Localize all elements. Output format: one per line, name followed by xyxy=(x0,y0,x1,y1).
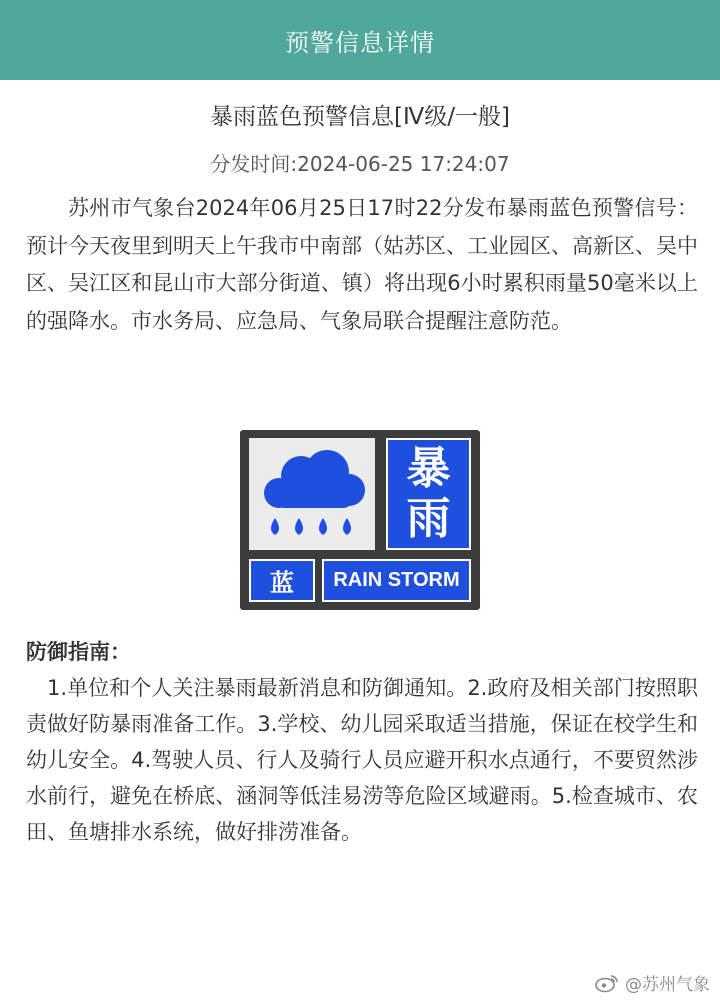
signal-color-label xyxy=(249,559,315,602)
warning-title: 暴雨蓝色预警信息[Ⅳ级/一般] xyxy=(210,104,510,130)
rain-cloud-icon xyxy=(249,438,375,550)
header-bar xyxy=(0,0,720,80)
signal-char-bottom: 雨 xyxy=(406,493,451,544)
issue-time: 分发时间:2024-06-25 17:24:07 xyxy=(210,152,510,176)
warning-body: 苏州市气象台2024年06月25日17时22分发布暴雨蓝色预警信号：预计今天夜里到明天上午我市中南部（姑苏区、工业园区、高新区、吴中区、吴江区和昆山市大部分街道、镇）将出现6小时累积雨量50毫米以上的强降水。市水务局、应急局、气象局联合提醒注意防范。 xyxy=(26,196,698,333)
guide-text: 1.单位和个人关注暴雨最新消息和防御通知。2.政府及相关部门按照职责做好防暴雨准备工作。3.学校、幼儿园采取适当措施，保证在校学生和幼儿安全。4.驾驶人员、行人及骑行人员应避开积水点通行，不要贸然涉水前行，避免在桥底、涵洞等低洼易涝等危险区域避雨。5.检查城市、农田、鱼塘排水系统，做好排涝准备。 xyxy=(26,676,698,844)
watermark xyxy=(595,970,710,995)
signal-english-label xyxy=(322,559,471,602)
watermark-text: @苏州气象 xyxy=(625,975,710,995)
guide-title: 防御指南： xyxy=(26,640,131,664)
signal-type-label xyxy=(386,438,471,550)
weibo-icon xyxy=(595,973,619,993)
page-title: 预警信息详情 xyxy=(285,28,435,57)
signal-color-text: 蓝 xyxy=(270,569,294,597)
signal-char-top: 暴 xyxy=(406,443,451,494)
signal-english-text: RAIN STORM xyxy=(333,569,460,591)
